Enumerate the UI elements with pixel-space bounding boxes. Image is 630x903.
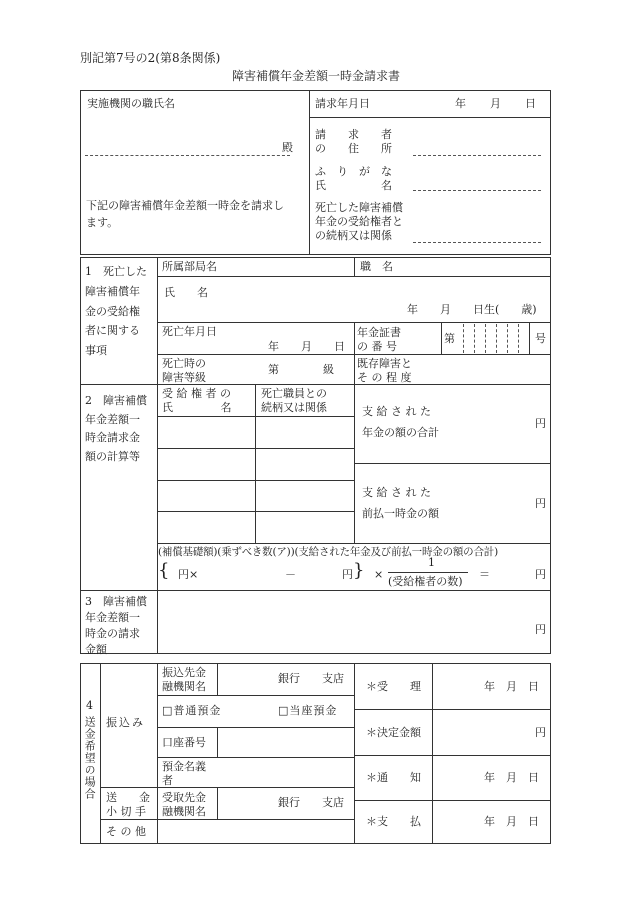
form-title: 障害補償年金差額一時金請求書 [232, 69, 401, 83]
fraction-numerator: 1 [428, 556, 435, 569]
paid-date-units: 年 月 日 [484, 815, 539, 828]
decided-amount-yen: 円 [535, 726, 546, 739]
request-date-label: 請求年月日 [315, 97, 370, 110]
decided-amount-label: ＊決定金額 [366, 726, 421, 739]
sec2-label: 2 障害補償 年金差額一 時金請求金 額の計算等 [85, 394, 147, 464]
fraction-bar [388, 572, 468, 573]
transfer-bank-units: 銀行 支店 [278, 672, 344, 685]
cert-number-label: 年金証書 の 番 号 [357, 326, 401, 353]
claimant-address-field[interactable] [413, 155, 541, 156]
dept-label: 所属部局名 [162, 260, 217, 273]
paid-lump-sum-yen: 円 [535, 497, 546, 510]
recipient-relation-header: 死亡職員との 続柄又は関係 [261, 387, 327, 414]
sec1-label: 1 死亡した 障害補償年 金の受給権 者に関する 事項 [85, 265, 147, 358]
formula-times: × [374, 568, 384, 581]
grade-label: 死亡時の 障害等級 [162, 357, 206, 384]
grade-units: 第 級 [268, 363, 334, 376]
formula-result-yen: 円 [535, 568, 546, 581]
relation-field[interactable] [413, 242, 541, 243]
claimant-name-label: ふ り が な 氏 名 [315, 165, 392, 192]
other-label: そ の 他 [106, 825, 146, 838]
existing-disability-label: 既存障害と そ の 程 度 [357, 357, 412, 384]
check-remittance-label: 送 金 小 切 手 [106, 791, 150, 818]
paid-label: ＊支 払 [366, 815, 421, 828]
request-year-unit: 年 [455, 97, 466, 110]
form-reference: 別記第7号の2(第8条関係) [80, 51, 221, 65]
current-deposit-checkbox[interactable]: □当座預金 [278, 704, 338, 717]
job-title-label: 職 名 [360, 260, 393, 273]
brace-open: { [158, 560, 170, 581]
sec4-number: 4 [86, 699, 93, 712]
bank-transfer-label: 振込み [106, 716, 145, 729]
transfer-bank-label: 振込先金 融機関名 [162, 666, 206, 693]
recipient-name-header: 受 給 権 者 の 氏 名 [162, 387, 232, 414]
death-date-label: 死亡年月日 [162, 325, 217, 338]
paid-annuity-label: 支 給 さ れ た 年金の額の合計 [362, 405, 439, 439]
receiving-bank-units: 銀行 支店 [278, 796, 344, 809]
paid-annuity-yen: 円 [535, 417, 546, 430]
cert-go: 号 [535, 332, 546, 345]
agency-name-line[interactable] [85, 155, 290, 156]
account-number-label: 口座番号 [162, 736, 206, 749]
sec4-label: 送金希望の場合 [83, 716, 97, 800]
formula-minus: － [285, 568, 296, 581]
dono-label: 殿 [282, 141, 293, 154]
formula-header: (補償基礎額)(乗ずべき数(ア))(支給された年金及び前払一時金の額の合計) [158, 546, 498, 558]
claimant-name-field[interactable] [413, 190, 541, 191]
agency-label: 実施機関の職氏名 [87, 97, 175, 110]
fraction-denominator: (受給権者の数) [388, 575, 463, 588]
sec3-label: 3 障害補償 年金差額一 時金の請求 金額 [85, 595, 147, 656]
notified-label: ＊通 知 [366, 771, 421, 784]
cert-dai: 第 [444, 332, 455, 345]
sec3-yen: 円 [535, 623, 546, 636]
received-label: ＊受 理 [366, 680, 421, 693]
relation-label: 死亡した障害補償 年金の受給権者と の続柄又は関係 [315, 201, 403, 242]
request-day-unit: 日 [525, 97, 536, 110]
notified-date-units: 年 月 日 [484, 771, 539, 784]
paid-lump-sum-label: 支 給 さ れ た 前払一時金の額 [362, 486, 439, 520]
request-month-unit: 月 [490, 97, 501, 110]
account-holder-label: 預金名義 者 [162, 760, 206, 787]
request-statement: 下記の障害補償年金差額一時金を請求し ます。 [86, 199, 284, 229]
formula-equals: ＝ [479, 568, 490, 581]
birth-date-units: 年 月 日生( 歳) [407, 303, 537, 316]
received-date-units: 年 月 日 [484, 680, 539, 693]
death-date-units: 年 月 日 [268, 340, 345, 353]
formula-yen-times: 円× [178, 568, 199, 581]
formula-yen: 円 [342, 568, 353, 581]
claimant-address-label: 請 求 者 の 住 所 [315, 128, 392, 155]
brace-close: } [353, 560, 365, 581]
deceased-name-label: 氏 名 [164, 286, 208, 299]
receiving-bank-label: 受取先金 融機関名 [162, 791, 206, 818]
ordinary-deposit-checkbox[interactable]: □普通預金 [162, 704, 222, 717]
